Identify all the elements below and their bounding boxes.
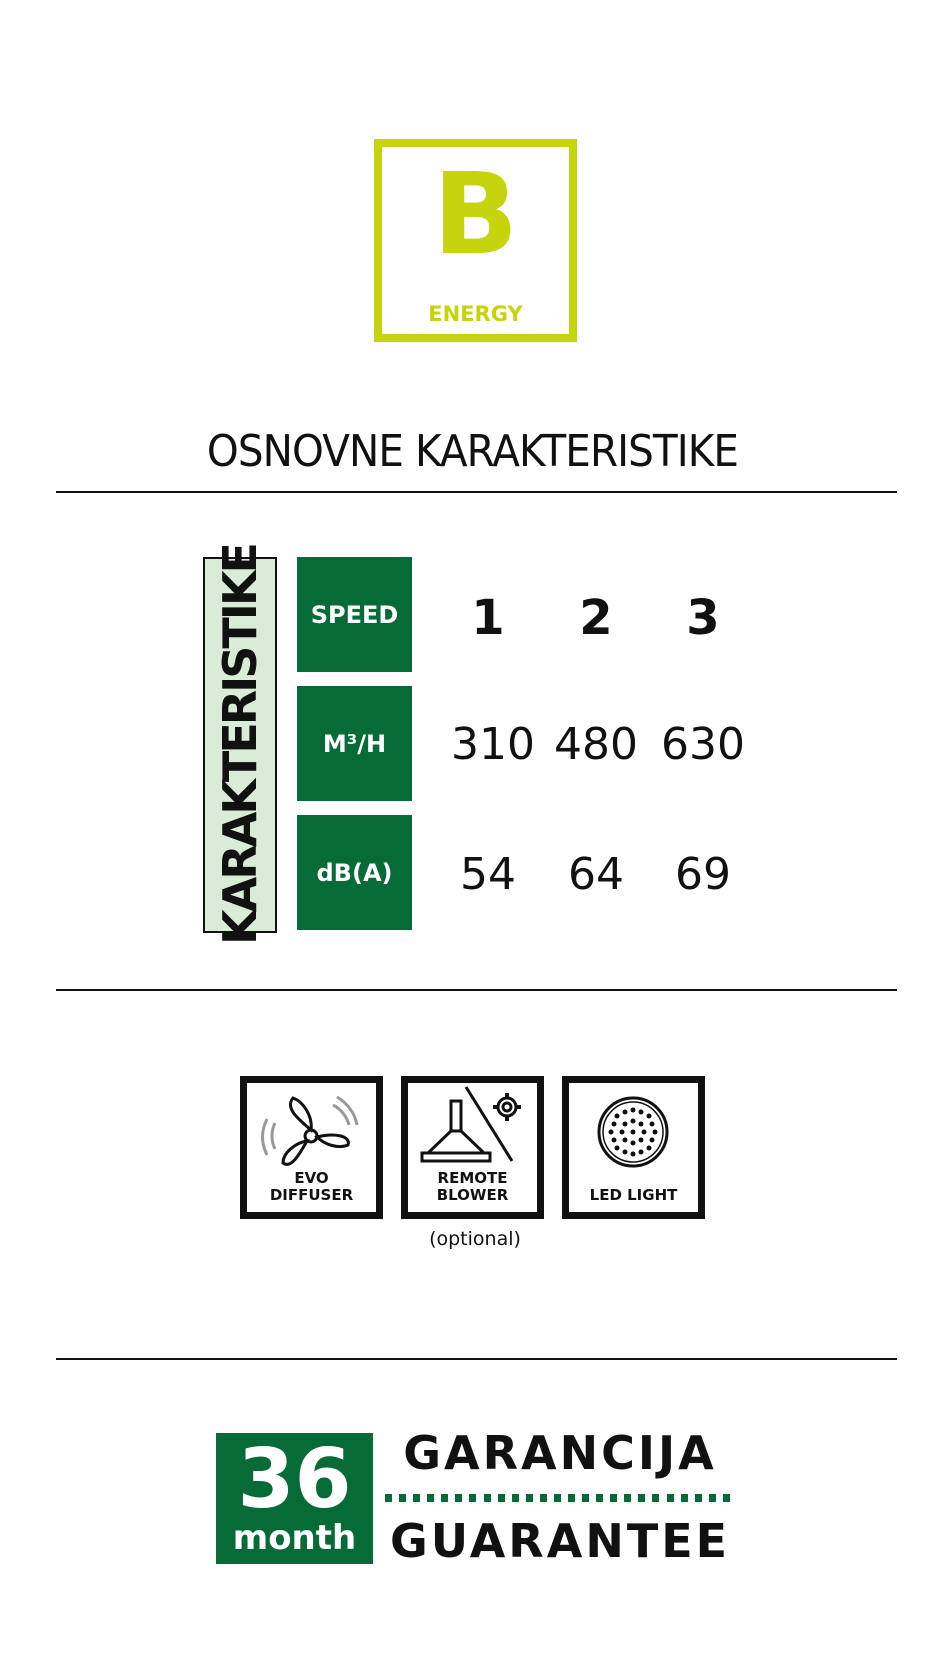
divider-top [56, 491, 897, 493]
noise-header: dB(A) [297, 815, 412, 930]
guarantee-badge [216, 1433, 373, 1564]
speed-value-1: 1 [471, 590, 505, 646]
speed-value-2: 2 [579, 590, 613, 646]
guarantee-line1: GARANCIJA [403, 1426, 717, 1480]
feature-led-light [562, 1076, 705, 1219]
feature-label-line2: DIFFUSER [269, 1186, 354, 1204]
specs-side-label [203, 545, 277, 945]
guarantee-unit: month [232, 1518, 357, 1558]
guarantee-number: 36 [237, 1432, 352, 1527]
feature-evo-diffuser [240, 1076, 383, 1219]
feature-remote-blower [401, 1076, 544, 1219]
feature-label-line2: BLOWER [436, 1186, 509, 1204]
energy-class-badge [374, 139, 577, 342]
energy-label: ENERGY [428, 302, 523, 326]
airflow-value-2: 480 [554, 719, 638, 770]
noise-value-2: 64 [568, 849, 624, 900]
divider-middle [56, 989, 897, 991]
specs-side-label-text: KARAKTERISTIKE [213, 545, 267, 945]
feature-label-line1: REMOTE [437, 1169, 508, 1187]
feature-label-line2: LED LIGHT [589, 1186, 678, 1204]
speed-header: SPEED [297, 557, 412, 672]
energy-class-letter: B [432, 150, 519, 280]
noise-value-3: 69 [675, 849, 731, 900]
airflow-header: M³/H [297, 686, 412, 801]
airflow-value-1: 310 [451, 719, 535, 770]
noise-value-1: 54 [460, 849, 516, 900]
speed-value-3: 3 [686, 590, 720, 646]
airflow-value-3: 630 [661, 719, 745, 770]
optional-note: (optional) [429, 1228, 521, 1250]
guarantee-line2: GUARANTEE [390, 1514, 731, 1568]
section-title: OSNOVNE KARAKTERISTIKE [206, 426, 739, 477]
guarantee-dotted-divider [385, 1494, 730, 1502]
feature-label-line1: EVO [294, 1169, 329, 1187]
divider-bottom [56, 1358, 897, 1360]
